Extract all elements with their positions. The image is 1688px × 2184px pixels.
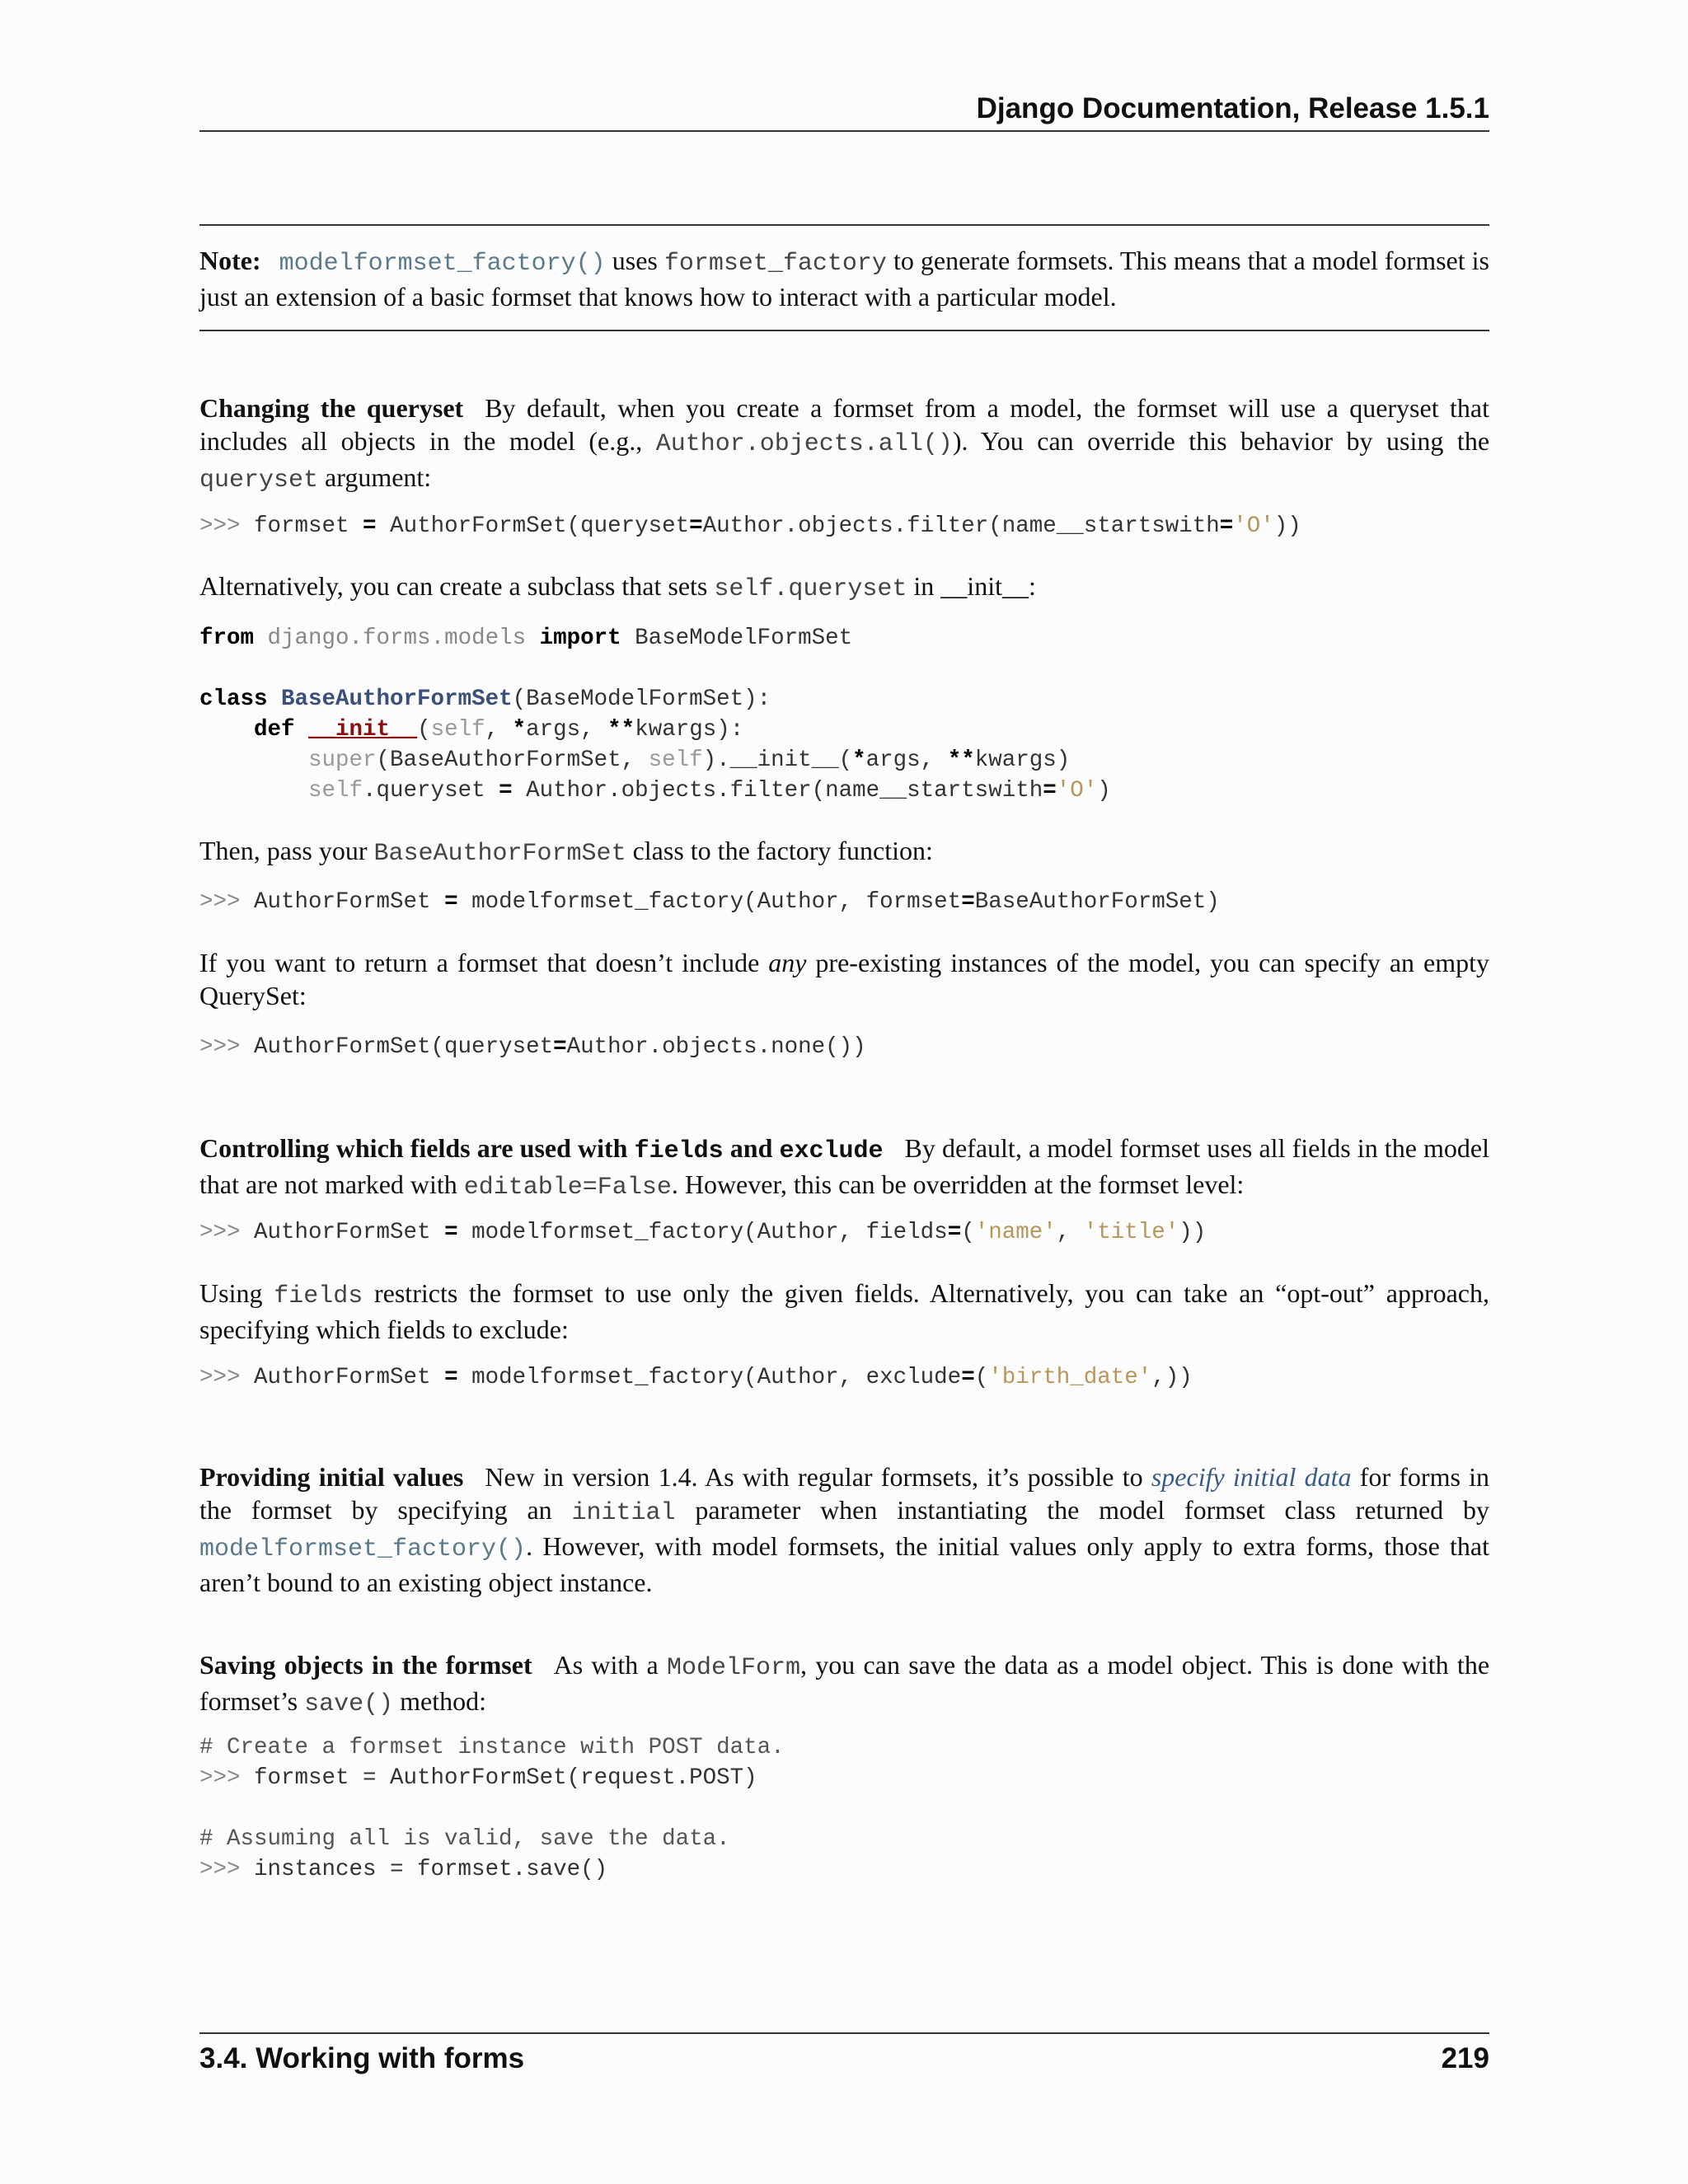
code-block-subclass: from django.forms.models import BaseModelFormSet class BaseAuthorFormSet(BaseModelFormSet): def __init__(self, *args, **kwargs): super(BaseAuthorFormSet, self).__init__(*args, **kwargs) self.queryset = Author.objects.filter(name__startswith='O')	[199, 626, 1111, 804]
modelformset-factory-link[interactable]: modelformset_factory()	[279, 250, 606, 278]
section-heading: Controlling which fields are used with fields and exclude	[199, 1133, 884, 1165]
note-label: Note:	[199, 246, 261, 275]
section-controlling-fields: Controlling which fields are used with fields and exclude By default, a model formset uses all fields in the model that are not marked with editable=False. However, this can be overridden at the formset level:	[199, 1133, 1490, 1202]
note-box	[199, 224, 1489, 331]
code-block-save: # Create a formset instance with POST data. >>> formset = AuthorFormSet(request.POST) # Assuming all is valid, save the data. >>> instances = formset.save()	[199, 1735, 785, 1882]
code-block-factory: >>> AuthorFormSet = modelformset_factory(Author, formset=BaseAuthorFormSet)	[199, 889, 1220, 915]
page-number: 219	[1441, 2042, 1489, 2074]
code-block-none: >>> AuthorFormSet(queryset=Author.objects.none())	[199, 1034, 866, 1060]
code-block-exclude: >>> AuthorFormSet = modelformset_factory(Author, exclude=('birth_date',))	[199, 1365, 1193, 1390]
empty-queryset-paragraph: If you want to return a formset that doesn’t include any pre-existing instances of the model, you can specify an empty QuerySet:	[199, 948, 1490, 1010]
section-heading: Changing the queryset	[199, 393, 464, 423]
modelformset-factory-link[interactable]: modelformset_factory()	[199, 1535, 527, 1563]
queryset-paragraph: Changing the queryset By default, when you create a formset from a model, the formset will use a queryset that includes all objects in the model (e.g., Author.objects.all()). You can override this behavior by using the queryset argument:	[199, 393, 1490, 494]
section-changing-queryset	[199, 391, 1489, 497]
then-paragraph: Then, pass your BaseAuthorFormSet class to the factory function:	[199, 836, 933, 868]
code-block-fields: >>> AuthorFormSet = modelformset_factory(Author, fields=('name', 'title'))	[199, 1220, 1207, 1245]
section-heading: Saving objects in the formset	[199, 1650, 532, 1680]
page-footer	[199, 2032, 1489, 2077]
using-fields-paragraph: Using fields restricts the formset to use only the given fields. Alternatively, you can take an “opt-out” approach, specifying which fields to exclude:	[199, 1278, 1490, 1344]
alternatively-paragraph: Alternatively, you can create a subclass that sets self.queryset in __init__:	[199, 571, 1036, 603]
section-heading: Providing initial values	[199, 1462, 464, 1492]
footer-section: 3.4. Working with forms	[199, 2042, 525, 2074]
running-header	[199, 91, 1489, 132]
note-text: Note: modelformset_factory() uses formset_factory to generate formsets. This means that a model formset is just an extension of a basic formset that knows how to interact with a particular model.	[199, 246, 1490, 312]
section-initial-values: Providing initial values New in version 1.4. As with regular formsets, it’s possible to specify initial data for forms in the formset by specifying an initial parameter when instantiating the model formset class returned by modelformset_factory(). However, with model formsets, the initial values only apply to extra forms, those that aren’t bound to an existing object instance.	[199, 1462, 1490, 1597]
section-saving-objects: Saving objects in the formset As with a ModelForm, you can save the data as a model object. This is done with the formset’s save() method:	[199, 1650, 1490, 1718]
code-block-queryset: >>> formset = AuthorFormSet(queryset=Author.objects.filter(name__startswith='O'))	[199, 513, 1301, 539]
header-title: Django Documentation, Release 1.5.1	[976, 92, 1489, 124]
specify-initial-data-link[interactable]: specify initial data	[1151, 1462, 1352, 1492]
